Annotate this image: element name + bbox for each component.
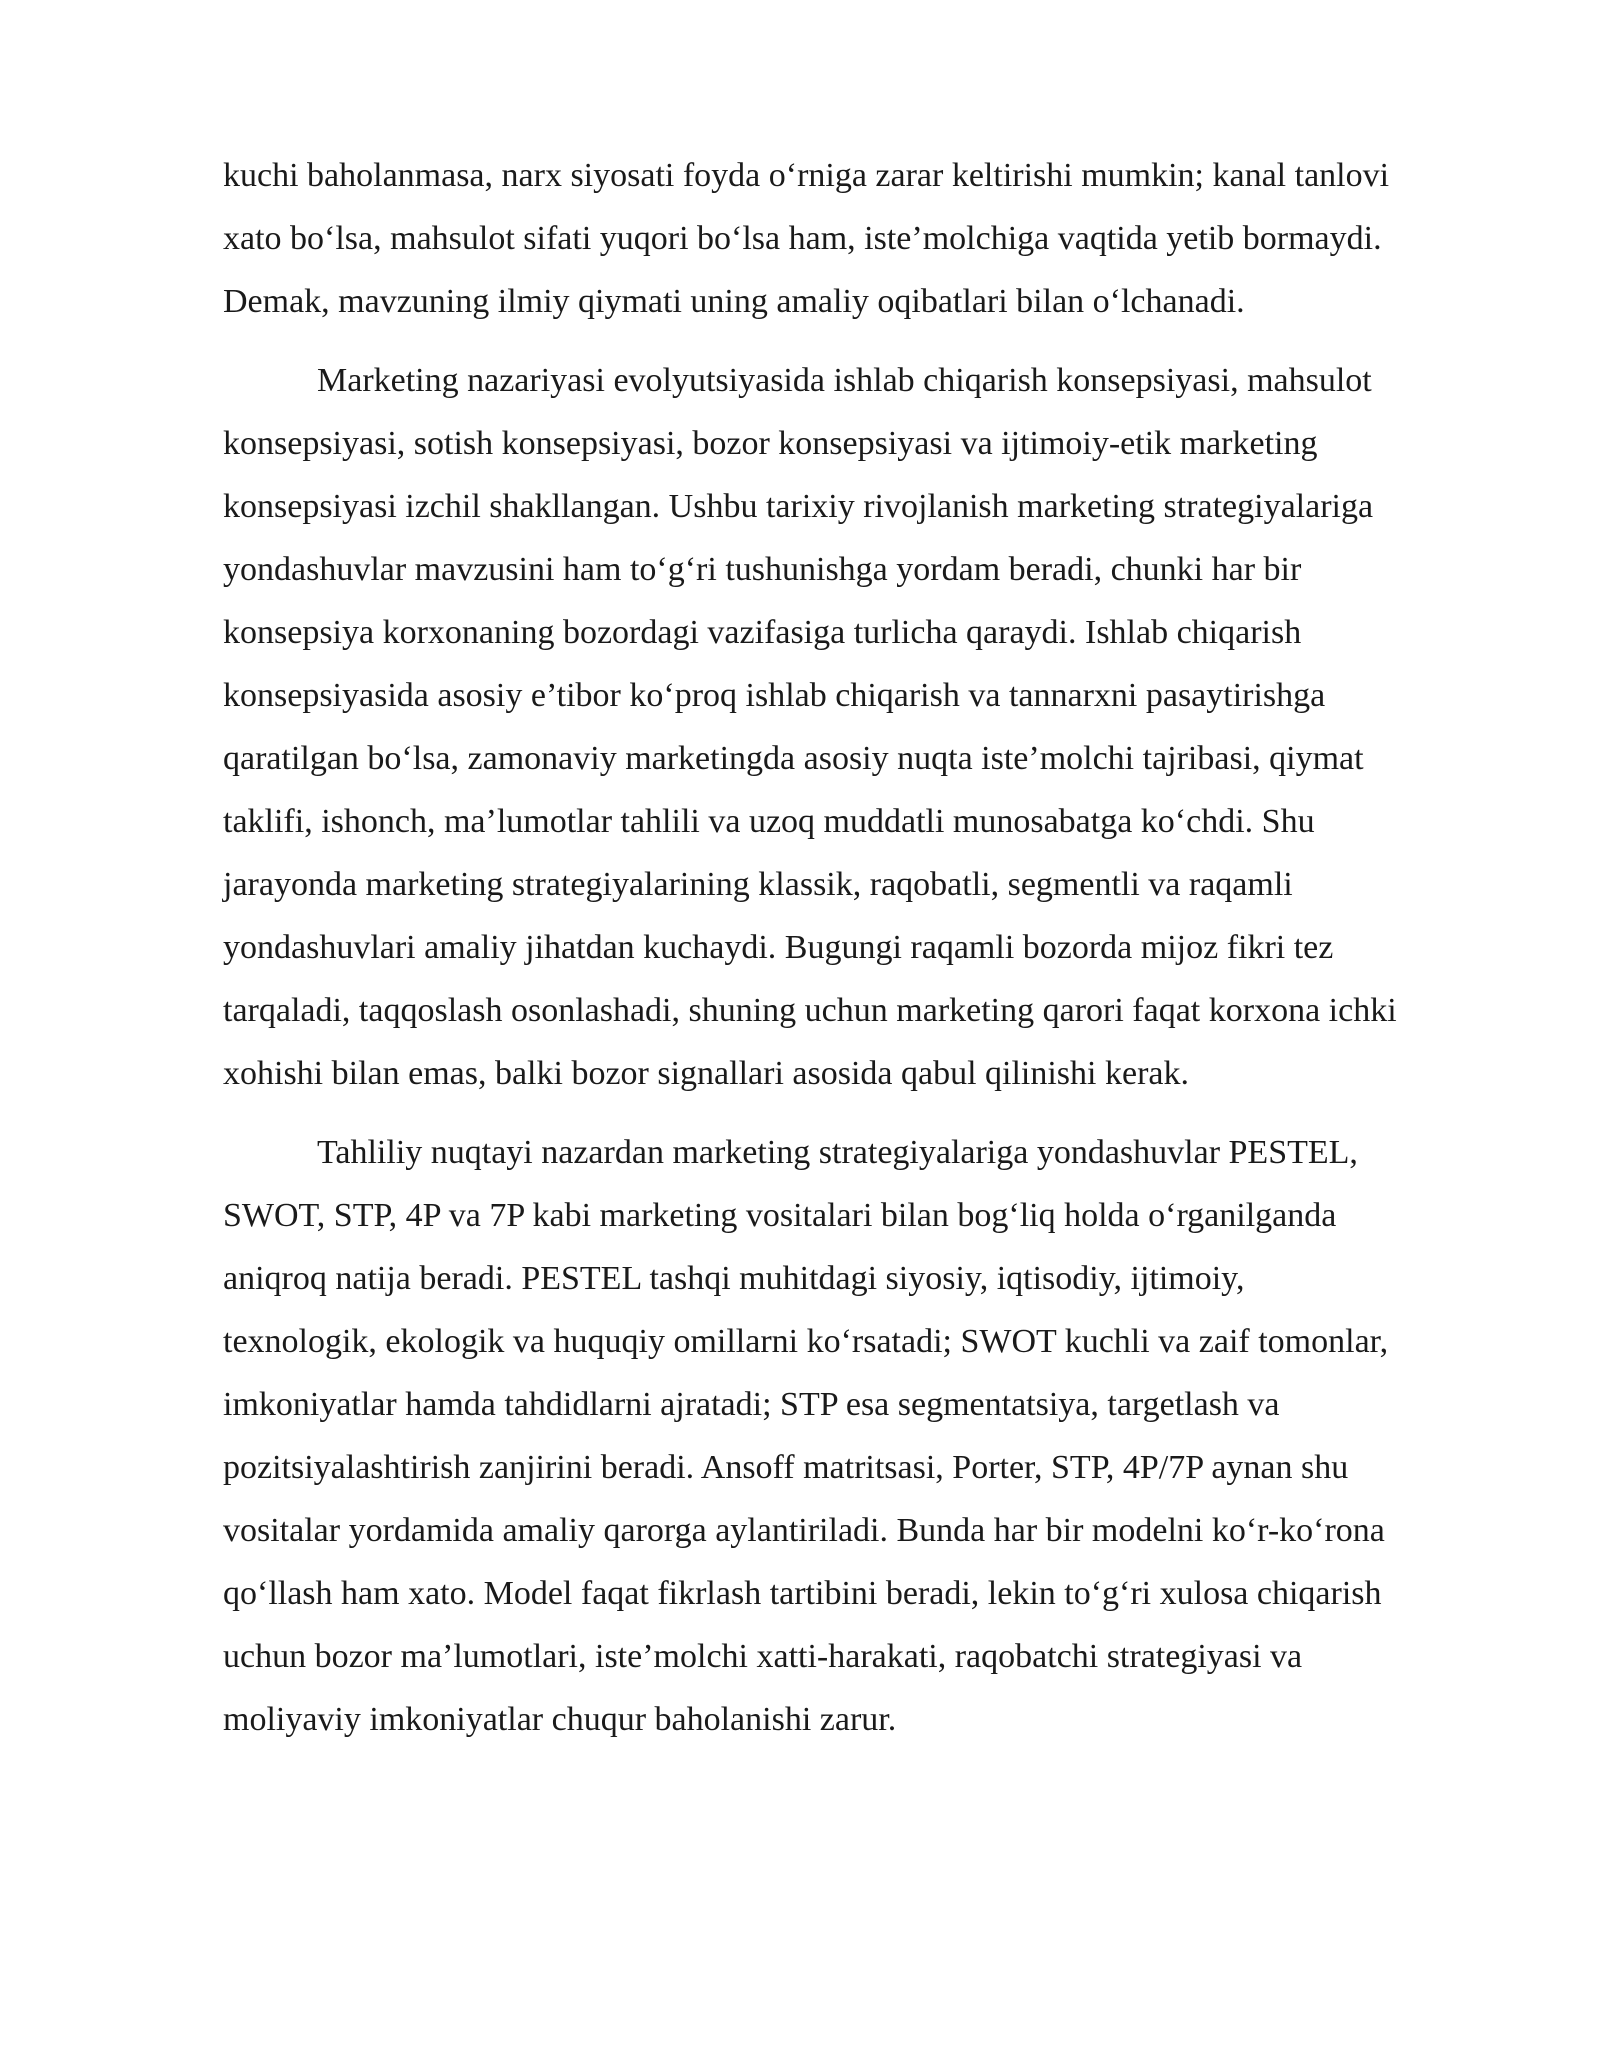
text-line: konsepsiyasi izchil shakllangan. Ushbu tarixiy rivojlanish marketing strategiyalariga [223,488,1374,525]
text-line: konsepsiyasi, sotish konsepsiyasi, bozor konsepsiyasi va ijtimoiy-etik marketing [223,425,1318,462]
text-line: Demak, mavzuning ilmiy qiymati uning amaliy oqibatlari bilan o‘lchanadi. [223,283,1245,320]
text-line: texnologik, ekologik va huquqiy omillarni ko‘rsatadi; SWOT kuchli va zaif tomonlar, [223,1323,1389,1360]
paragraph-2 [223,349,1493,1105]
text-line: aniqroq natija beradi. PESTEL tashqi muhitdagi siyosiy, iqtisodiy, ijtimoiy, [223,1260,1245,1297]
text-line: qaratilgan bo‘lsa, zamonaviy marketingda asosiy nuqta iste’molchi tajribasi, qiymat [223,740,1364,777]
text-line: konsepsiya korxonaning bozordagi vazifasiga turlicha qaraydi. Ishlab chiqarish [223,614,1302,651]
text-line: qo‘llash ham xato. Model faqat fikrlash tartibini beradi, lekin to‘g‘ri xulosa chiqarish [223,1575,1382,1612]
text-line: xato bo‘lsa, mahsulot sifati yuqori bo‘lsa ham, iste’molchiga vaqtida yetib bormaydi. [223,220,1382,257]
text-line: yondashuvlar mavzusini ham to‘g‘ri tushunishga yordam beradi, chunki har bir [223,551,1302,588]
text-line: SWOT, STP, 4P va 7P kabi marketing vositalari bilan bog‘liq holda o‘rganilganda [223,1197,1337,1234]
text-line: xohishi bilan emas, balki bozor signallari asosida qabul qilinishi kerak. [223,1055,1189,1092]
text-line: Marketing nazariyasi evolyutsiyasida ishlab chiqarish konsepsiyasi, mahsulot [317,362,1372,399]
text-line: vositalar yordamida amaliy qarorga aylantiriladi. Bunda har bir modelni ko‘r-ko‘rona [223,1512,1385,1549]
text-line: konsepsiyasida asosiy e’tibor ko‘proq ishlab chiqarish va tannarxni pasaytirishga [223,677,1326,714]
text-line: uchun bozor ma’lumotlari, iste’molchi xatti-harakati, raqobatchi strategiyasi va [223,1638,1303,1675]
document-body [223,144,1493,1767]
paragraph-1 [223,144,1493,333]
text-line: pozitsiyalashtirish zanjirini beradi. Ansoff matritsasi, Porter, STP, 4P/7P aynan shu [223,1449,1349,1486]
text-line: Tahliliy nuqtayi nazardan marketing strategiyalariga yondashuvlar PESTEL, [317,1134,1358,1171]
text-line: yondashuvlari amaliy jihatdan kuchaydi. Bugungi raqamli bozorda mijoz fikri tez [223,929,1334,966]
text-line: kuchi baholanmasa, narx siyosati foyda o‘rniga zarar keltirishi mumkin; kanal tanlovi [223,157,1390,194]
text-line: imkoniyatlar hamda tahdidlarni ajratadi; STP esa segmentatsiya, targetlash va [223,1386,1280,1423]
text-line: moliyaviy imkoniyatlar chuqur baholanishi zarur. [223,1701,897,1738]
paragraph-3 [223,1121,1493,1751]
text-line: jarayonda marketing strategiyalarining klassik, raqobatli, segmentli va raqamli [223,866,1293,903]
text-line: taklifi, ishonch, ma’lumotlar tahlili va uzoq muddatli munosabatga ko‘chdi. Shu [223,803,1315,840]
text-line: tarqaladi, taqqoslash osonlashadi, shuning uchun marketing qarori faqat korxona ichki [223,992,1397,1029]
